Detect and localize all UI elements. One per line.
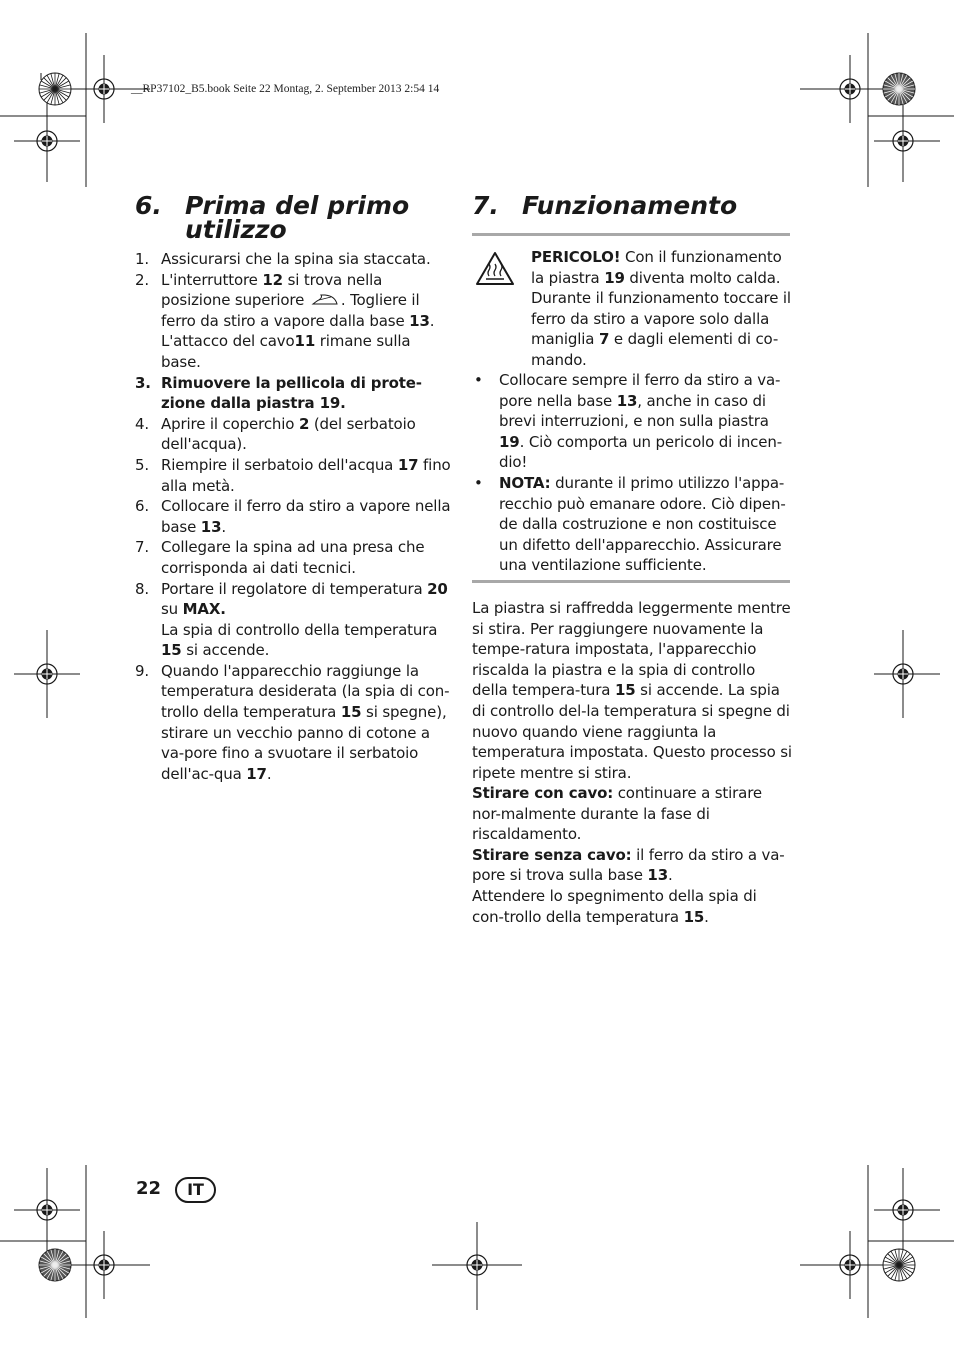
step-number: 3. [135, 373, 151, 392]
step-item [135, 414, 453, 455]
step-text [161, 270, 453, 373]
step-item [135, 249, 453, 270]
text-run: La piastra si raffredda leggermente mentre si stira. Per raggiungere nuovamente la tempe-ratura impostata, l'apparecchio riscalda la piastra e la spia di controllo della tempera-tura [472, 599, 791, 700]
language-badge: IT [175, 1177, 216, 1203]
text-run: Portare il regolatore di temperatura [161, 579, 428, 598]
step-number: 9. [135, 661, 150, 680]
section-6-title-line2: utilizzo [185, 215, 287, 244]
step-text [161, 537, 453, 578]
section-6-number: 6. [135, 191, 162, 220]
bullet-text [499, 473, 790, 576]
text-run: su [161, 600, 183, 619]
step-item [135, 537, 453, 578]
print-slug: __RP37102_B5.book Seite 22 Montag, 2. September 2013 2:54 14 [131, 83, 440, 95]
step-number: 2. [135, 270, 150, 289]
text-run: . Togliere il ferro da stiro a vapore dalla base [161, 291, 420, 330]
step-text [161, 414, 453, 455]
text-run: L'interruttore [161, 270, 263, 289]
text-run: Riempire il serbatoio dell'acqua [161, 455, 398, 474]
bold-text: 17 [397, 455, 419, 474]
text-run: Assicurarsi che la spina sia staccata. [161, 250, 431, 268]
bold-text: 17 [246, 764, 267, 783]
bold-text: 11 [294, 332, 316, 351]
color-registration-wheel [883, 1249, 915, 1281]
section-7-number: 7. [472, 191, 499, 220]
bullet-item [472, 473, 790, 576]
section-6-heading [135, 193, 455, 245]
step-text [161, 455, 453, 496]
bullet-text [499, 370, 790, 473]
page-number: 22 [136, 1178, 162, 1199]
section-6-title-line1: Prima del primo [185, 191, 410, 220]
text-run: Con il funzionamento la piastra [531, 248, 782, 287]
text-run: . L'attacco del cavo [161, 311, 435, 351]
step-item [135, 373, 453, 414]
text-run: La spia di controllo della temperatura [161, 620, 438, 639]
bold-text: 13 [647, 866, 668, 885]
step-text [161, 579, 453, 661]
step-number: 5. [135, 455, 150, 474]
bullet-dot: • [474, 371, 483, 389]
section-7-title: Funzionamento [522, 191, 738, 220]
text-run: diventa molto calda. Durante il funzionamento toccare il ferro da stiro a vapore solo dalla maniglia [531, 268, 791, 349]
bold-text: 15 [340, 703, 362, 722]
text-run: si accende. [181, 641, 270, 660]
warning-bottom-rule [472, 580, 790, 583]
text-run: Attendere lo spegnimento della spia di con-trollo della temperatura [472, 886, 757, 926]
bold-text: 2 [298, 414, 310, 433]
step-item [135, 455, 453, 496]
text-run: continuare a stirare nor-malmente durante la fase di riscaldamento. [472, 784, 762, 844]
bold-text: 13 [616, 391, 638, 410]
step-text [161, 661, 453, 785]
step-number: 6. [135, 497, 150, 516]
text-run: Aprire il coperchio [161, 414, 299, 433]
bold-text: 13 [200, 517, 222, 536]
operation-bullets [472, 370, 790, 576]
step-text [161, 249, 453, 270]
text-run: si trova nella posizione superiore [161, 270, 383, 310]
text-run: . [668, 866, 673, 885]
text-run: rimane sulla base. [161, 332, 411, 371]
bullet-item [472, 370, 790, 473]
bold-text: 7 [598, 330, 610, 349]
bold-text: MAX. [182, 600, 226, 619]
bold-text: 20 [427, 579, 448, 598]
bullet-dot: • [474, 473, 483, 492]
text-run: (del serbatoio dell'acqua). [161, 414, 416, 454]
bold-text: 19 [499, 432, 520, 451]
step-text [161, 373, 453, 414]
step-number: 1. [135, 250, 150, 268]
section-7-heading [472, 193, 792, 221]
text-run: . [704, 907, 709, 926]
ironing-modes-paragraph [472, 783, 792, 927]
color-registration-wheel [39, 1249, 71, 1281]
color-registration-wheel [39, 73, 71, 105]
text-run: Quando l'apparecchio raggiunge la temperatura desiderata (la spia di con-trollo della temperatura [161, 661, 450, 722]
bold-text: PERICOLO! [531, 248, 621, 266]
danger-warning-text [531, 247, 793, 371]
hot-surface-icon [475, 251, 515, 287]
bold-text: Rimuovere la pellicola di prote-zione dalla piastra 19. [161, 373, 422, 413]
bold-text: NOTA: [499, 473, 551, 492]
bold-text: Stirare con cavo: [472, 784, 614, 802]
text-run: si accende. La spia di controllo del-la temperatura si spegne di nuovo quando viene raggiunta la temperatura impostata. Questo processo si ripete mentre si stira. [472, 681, 792, 782]
cooling-paragraph [472, 598, 792, 783]
section-6-steps [135, 249, 453, 784]
text-run: durante il primo utilizzo l'appa-recchio può emanare odore. Ciò dipen-de dalla costruzione e non costituisce un difetto dell'apparecchio. Assicurare una ventilazione sufficiente. [499, 473, 786, 575]
text-run: il ferro da stiro a va-pore si trova sulla base [472, 845, 785, 885]
bold-text: 13 [409, 311, 430, 330]
bold-text: 12 [262, 270, 283, 289]
bold-text: 19 [604, 268, 625, 287]
step-item [135, 579, 453, 661]
step-number: 7. [135, 538, 150, 557]
step-text [161, 496, 453, 537]
text-run: . Ciò comporta un pericolo di incen-dio! [499, 432, 782, 472]
text-run: e dagli elementi di co-mando. [531, 330, 779, 369]
step-number: 8. [135, 579, 150, 598]
step-item [135, 661, 453, 785]
text-run: , anche in caso di brevi interruzioni, e non sulla piastra [499, 391, 769, 431]
text-run: Collegare la spina ad una presa che corrisponda ai dati tecnici. [161, 538, 425, 577]
color-registration-wheel [883, 73, 915, 105]
text-run: Collocare sempre il ferro da stiro a va-pore nella base [499, 371, 781, 410]
bold-text: 15 [683, 907, 705, 926]
bold-text: 15 [614, 681, 636, 700]
warning-top-rule [472, 233, 790, 236]
bold-text: 15 [161, 641, 182, 660]
text-run: Collocare il ferro da stiro a vapore nella base [161, 497, 451, 536]
step-item [135, 270, 453, 373]
step-number: 4. [135, 414, 150, 433]
text-run: fino alla metà. [161, 455, 451, 495]
iron-position-icon [311, 293, 339, 306]
text-run: . [221, 517, 226, 536]
text-run: si spegne), stirare un vecchio panno di cotone a va-pore fino a svuotare il serbatoio dell'ac-qua [161, 703, 447, 783]
step-item [135, 496, 453, 537]
bold-text: Stirare senza cavo: [472, 845, 632, 864]
text-run: . [266, 764, 272, 783]
